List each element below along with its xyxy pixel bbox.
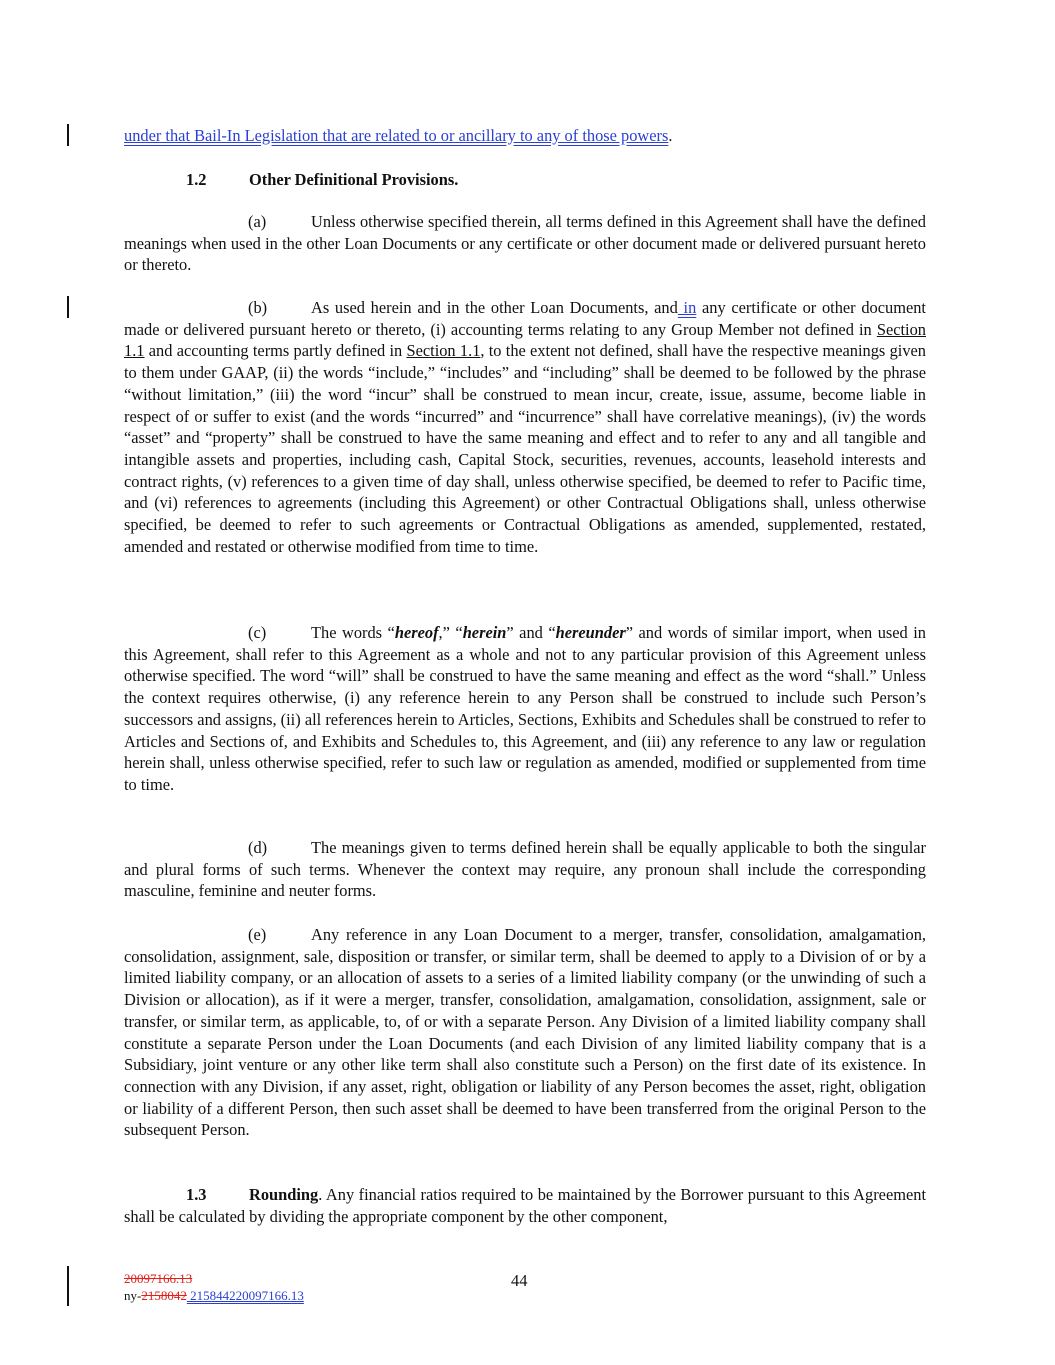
section-number: 1.3 <box>186 1185 207 1204</box>
label: (a) <box>248 212 267 231</box>
paragraph-c <box>124 622 926 796</box>
text: any certificate or other document made or delivered pursuant hereto or thereto, (i) accounting terms relating to any Group Member not defined in <box>124 298 926 339</box>
text: The meanings given to terms defined herein shall be equally applicable to both the singular and plural forms of such terms. Whenever the context may require, any pronoun shall include the corresponding masculine, feminine and neuter forms. <box>124 838 926 901</box>
section-ref: Section 1.1 <box>124 319 926 361</box>
top-line <box>124 125 926 147</box>
section-1-3 <box>124 1184 926 1227</box>
text: As used herein and in the other Loan Documents, and <box>311 298 678 317</box>
label: (c) <box>248 623 267 642</box>
inserted-text: under that Bail-In Legislation that are related to or ancillary to any of those powers <box>124 126 669 145</box>
label: (e) <box>248 925 267 944</box>
section-title: Other Definitional Provisions. <box>249 170 459 189</box>
doc-prefix: ny- <box>124 1288 142 1303</box>
text: Unless otherwise specified therein, all terms defined in this Agreement shall have the defined meanings when used in the other Loan Documents or any certificate or other document made or delivered pursuant hereto or thereto. <box>124 212 926 275</box>
page-number: 44 <box>511 1271 528 1290</box>
defined-term: hereof <box>394 623 439 642</box>
text: . Any financial ratios required to be maintained by the Borrower pursuant to this Agreement shall be calculated by dividing the appropriate component by the other component, <box>124 1185 926 1226</box>
paragraph-b <box>124 297 926 557</box>
defined-term: hereunder <box>555 623 626 642</box>
footer-doc-id <box>124 1270 304 1304</box>
text: The words “ <box>311 623 395 642</box>
paragraph-a <box>124 211 926 276</box>
change-bar <box>67 296 69 318</box>
text: ” and “ <box>506 623 556 642</box>
section-ref: Section 1.1 <box>406 341 481 361</box>
text: ” and words of similar import, when used in this Agreement, shall refer to this Agreement as a whole and not to any particular provision of this Agreement unless otherwise specified. The word “will” shall be construed to have the same meaning and effect as the word “shall.” Unless the context requires otherwise, (i) any reference herein to any Person shall be construed to include such Person’s successors and assigns, (ii) all references herein to Articles, Sections, Exhibits and Schedules shall be construed to refer to Articles and Sections of, and Exhibits and Schedules to, this Agreement, and (iii) any reference to any law or regulation herein shall, unless otherwise specified, refer to such law or regulation as amended, modified or supplemented from time to time. <box>124 623 927 794</box>
label: (b) <box>248 298 268 317</box>
change-bar <box>67 124 69 146</box>
text: and accounting terms partly defined in <box>144 341 407 361</box>
text: ,” “ <box>438 623 463 642</box>
text: Any reference in any Loan Document to a merger, transfer, consolidation, amalgamation, consolidation, assignment, sale, disposition or transfer, or similar term, shall be deemed to apply to a Division of or by a limited liability company, or an allocation of assets to a series of a limited liability company (or the unwinding of such a Division or allocation), as if it were a merger, transfer, consolidation, amalgamation, consolidation, assignment, sale or transfer, or similar term, as applicable, to, of or with a separate Person. Any Division of a limited liability company shall constitute a separate Person under the Loan Documents (and each Division of any limited liability company that is a Subsidiary, joint venture or any other like term shall also constitute such a Person) on the first date of its existence. In connection with any Division, if any asset, right, obligation or liability of any Person becomes the asset, right, obligation or liability of a different Person, then such asset shall be deemed to have been transferred from the original Person to the subsequent Person. <box>124 925 926 1140</box>
inserted-text: in <box>677 298 697 317</box>
section-1-2-heading <box>124 169 926 191</box>
text: . <box>668 126 673 145</box>
paragraph-d <box>124 837 926 902</box>
defined-term: herein <box>462 623 507 642</box>
label: (d) <box>248 838 268 857</box>
deleted-doc-id: 20097166.13 <box>124 1271 193 1286</box>
text: , to the extent not defined, shall have the respective meanings given to them under GAAP, (ii) the words “include,” “includes” and “including” shall be deemed to be followed by the phrase “without limitation,” (iii) the word “incur” shall be construed to mean incur, create, issue, assume, become liable in respect of or suffer to exist (and the words “incurred” and “incurrence” shall have correlative meanings), (iv) the words “asset” and “property” shall be construed to have the same meaning and effect and to refer to any and all tangible and intangible assets and properties, including cash, Capital Stock, securities, revenues, accounts, leasehold interests and contract rights, (v) references to a given time of day shall, unless otherwise specified, be deemed to refer to Pacific time, and (vi) references to agreements (including this Agreement) or other Contractual Obligations shall, unless otherwise specified, be deemed to refer to such agreements or Contractual Obligations as amended, supplemented, restated, amended and restated or otherwise modified from time to time. <box>124 341 926 556</box>
paragraph-e <box>124 924 926 1141</box>
section-number: 1.2 <box>186 170 207 189</box>
section-title: Rounding <box>249 1185 319 1204</box>
inserted-doc-number: 215844220097166.13 <box>186 1288 304 1303</box>
change-bar <box>67 1266 69 1306</box>
deleted-doc-number: 2158042 <box>141 1288 187 1303</box>
